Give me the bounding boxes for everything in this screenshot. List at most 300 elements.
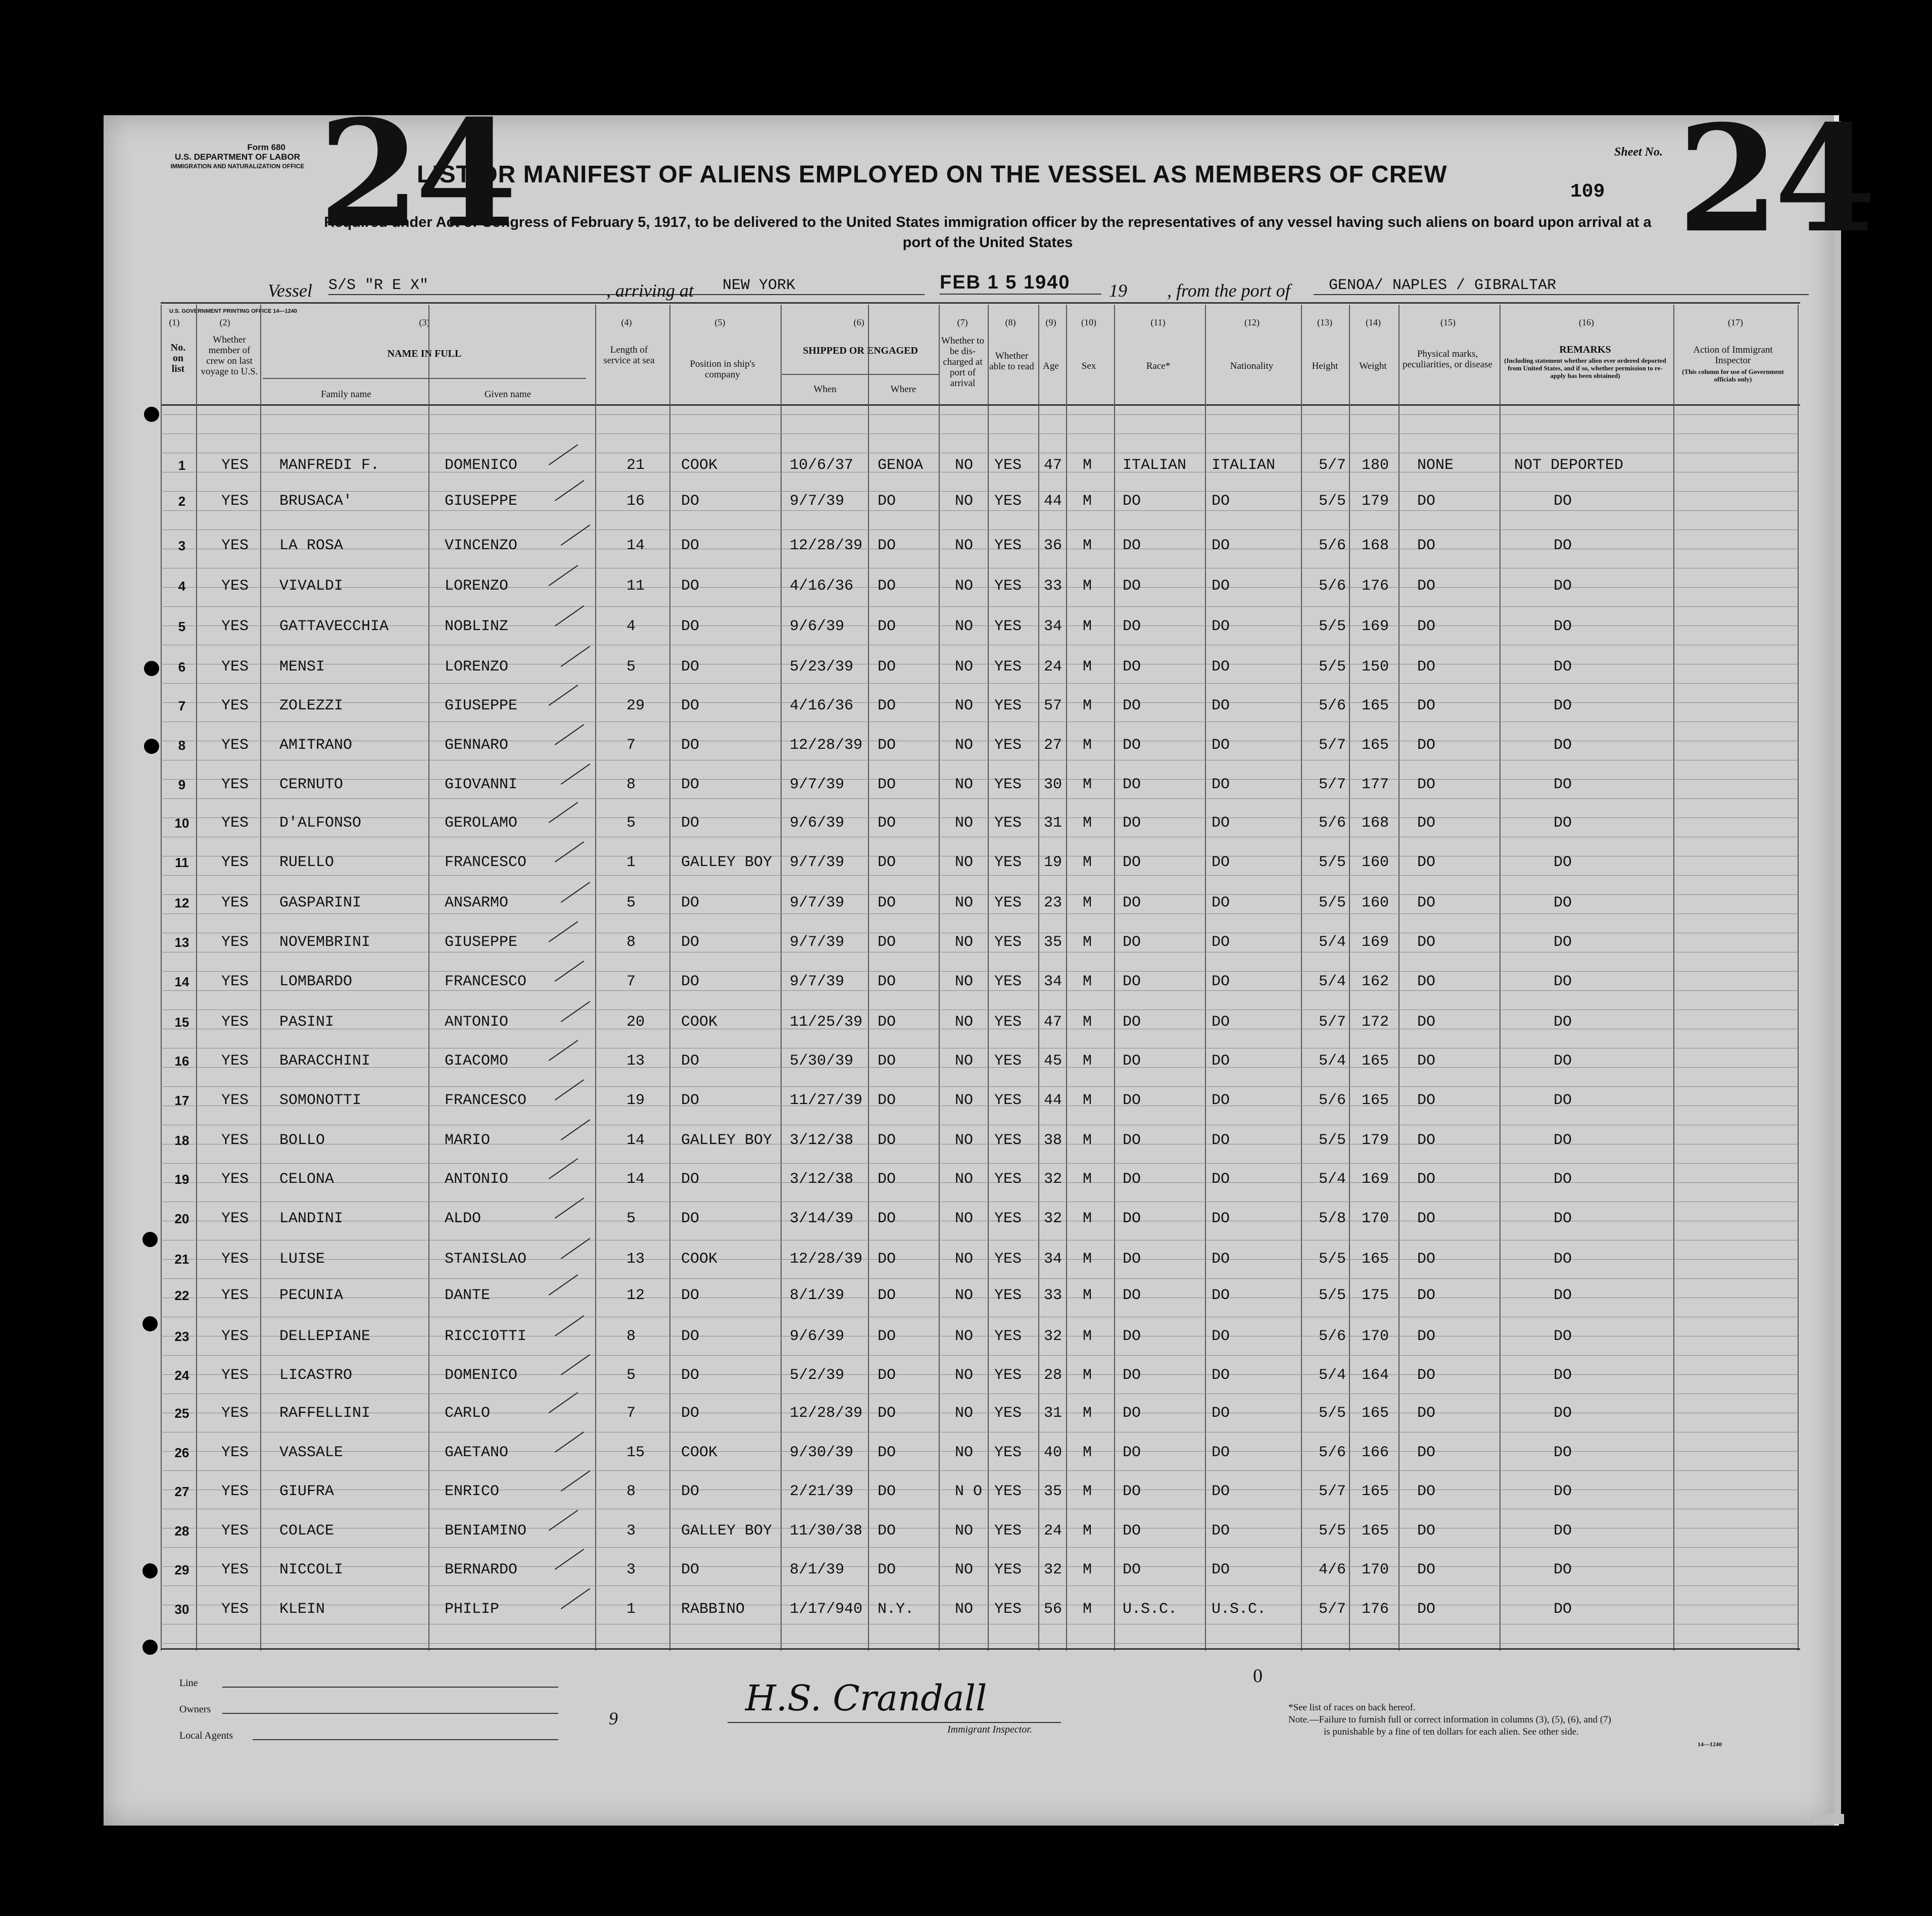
age: 35 [1044, 1483, 1062, 1500]
race: DO [1123, 578, 1141, 595]
family-name: NOVEMBRINI [279, 934, 371, 951]
from-label: , from the port of [1167, 280, 1290, 301]
sex: M [1083, 537, 1092, 554]
race: DO [1123, 815, 1141, 832]
column-number: (17) [1728, 317, 1743, 327]
length-service: 4 [626, 618, 636, 635]
physical-marks: DO [1417, 1522, 1436, 1540]
able-to-read: YES [994, 697, 1022, 714]
race: DO [1123, 1210, 1141, 1227]
discharged: NO [955, 1210, 974, 1227]
shipped-where: DO [878, 1444, 896, 1461]
given-name: DOMENICO [445, 457, 518, 474]
crew-last-voyage: YES [221, 1287, 249, 1304]
agents-label: Local Agents [179, 1730, 233, 1741]
punch-hole [142, 1232, 158, 1247]
race: DO [1123, 894, 1141, 912]
shipped-where: DO [878, 1171, 896, 1188]
nationality: DO [1212, 854, 1230, 871]
age: 47 [1044, 457, 1062, 474]
shipped-when: 11/27/39 [790, 1092, 863, 1109]
ruled-line [161, 894, 1798, 895]
shipped-when: 11/25/39 [790, 1014, 863, 1031]
remarks: DO [1554, 658, 1572, 676]
shipped-where: DO [878, 776, 896, 793]
column-number: (6) [853, 317, 864, 327]
row-number: 29 [174, 1562, 189, 1577]
crew-last-voyage: YES [221, 1444, 249, 1461]
physical-marks: NONE [1417, 457, 1454, 474]
height: 5/5 [1319, 894, 1346, 912]
count-mark: 9 [609, 1708, 618, 1729]
agents-rule [253, 1739, 558, 1740]
family-name: ZOLEZZI [279, 697, 344, 714]
length-service: 7 [626, 737, 636, 754]
race: DO [1123, 618, 1141, 635]
nationality: DO [1212, 1561, 1230, 1578]
remarks: DO [1554, 1171, 1572, 1188]
able-to-read: YES [994, 578, 1022, 595]
sex: M [1083, 854, 1092, 871]
crew-last-voyage: YES [221, 1052, 249, 1070]
given-name: LORENZO [445, 658, 509, 676]
nationality: DO [1212, 815, 1230, 832]
weight: 150 [1362, 658, 1389, 676]
line-label: Line [179, 1678, 198, 1689]
length-service: 5 [626, 1367, 636, 1384]
crew-last-voyage: YES [221, 737, 249, 754]
ruled-line [161, 990, 1798, 991]
position: DO [681, 973, 700, 990]
position: RABBINO [681, 1601, 745, 1618]
weight: 169 [1362, 1171, 1389, 1188]
shipped-when: 9/6/39 [790, 1328, 845, 1345]
row-number: 21 [174, 1252, 189, 1267]
shipped-when: 2/21/39 [790, 1483, 854, 1500]
sheet-number-right: 24 [1677, 93, 1871, 265]
shipped-where: DO [878, 815, 896, 832]
physical-marks: DO [1417, 854, 1436, 871]
position: DO [681, 618, 700, 635]
length-service: 7 [626, 1405, 636, 1422]
length-service: 3 [626, 1522, 636, 1540]
nationality: DO [1212, 493, 1230, 510]
shipped-when: 9/7/39 [790, 934, 845, 951]
position: COOK [681, 1251, 718, 1268]
column-number: (15) [1440, 317, 1456, 327]
footer-notes [1288, 1702, 1611, 1738]
column-rule [988, 305, 989, 1651]
length-service: 5 [626, 1210, 636, 1227]
position: DO [681, 1052, 700, 1070]
row-number: 14 [174, 974, 189, 989]
note-failure: Note.—Failure to furnish full or correct information in columns (3), (5), (6), and (7) [1288, 1714, 1611, 1725]
discharged: NO [955, 1052, 974, 1070]
race: DO [1123, 1014, 1141, 1031]
sex: M [1083, 1092, 1092, 1109]
physical-marks: DO [1417, 1052, 1436, 1070]
discharged: NO [955, 1522, 974, 1540]
shipped-when: 9/6/39 [790, 618, 845, 635]
position: DO [681, 1171, 700, 1188]
race: DO [1123, 854, 1141, 871]
nationality: DO [1212, 1522, 1230, 1540]
weight: 170 [1362, 1328, 1389, 1345]
position: COOK [681, 1444, 718, 1461]
race: DO [1123, 973, 1141, 990]
ruled-line [161, 414, 1798, 415]
given-name: BENIAMINO [445, 1522, 527, 1540]
discharged: NO [955, 1287, 974, 1304]
gpo-line: U.S. GOVERNMENT PRINTING OFFICE 14—1240 [169, 308, 298, 314]
sex: M [1083, 697, 1092, 714]
shipped-where: N.Y. [878, 1601, 914, 1618]
given-name: GEROLAMO [445, 815, 518, 832]
height: 5/5 [1319, 1251, 1346, 1268]
shipped-when: 12/28/39 [790, 737, 863, 754]
nationality: DO [1212, 1132, 1230, 1149]
given-name: ALDO [445, 1210, 481, 1227]
row-number: 12 [174, 895, 189, 911]
discharged: NO [955, 1561, 974, 1578]
column-number: (12) [1244, 317, 1260, 327]
family-name: LUISE [279, 1251, 325, 1268]
punch-hole [144, 661, 159, 676]
age: 47 [1044, 1014, 1062, 1031]
nationality: DO [1212, 1328, 1230, 1345]
header-position: Position in ship's company [690, 359, 755, 380]
family-name: BRUSACA' [279, 493, 353, 510]
nationality: DO [1212, 1444, 1230, 1461]
able-to-read: YES [994, 1210, 1022, 1227]
form-code: 14—1240 [1698, 1741, 1722, 1748]
position: DO [681, 1405, 700, 1422]
remarks: DO [1554, 1328, 1572, 1345]
date-stamp: FEB 1 5 1940 [940, 272, 1101, 295]
family-name: LANDINI [279, 1210, 344, 1227]
family-name: CERNUTO [279, 776, 344, 793]
discharged: NO [955, 537, 974, 554]
race: DO [1123, 1132, 1141, 1149]
given-name: DOMENICO [445, 1367, 518, 1384]
header-race: Race* [1146, 361, 1171, 371]
discharged: NO [955, 658, 974, 676]
race: DO [1123, 658, 1141, 676]
sex: M [1083, 457, 1092, 474]
position: DO [681, 697, 700, 714]
ruled-line [161, 491, 1798, 492]
position: COOK [681, 457, 718, 474]
physical-marks: DO [1417, 1287, 1436, 1304]
weight: 165 [1362, 1405, 1389, 1422]
family-name: GIUFRA [279, 1483, 334, 1500]
length-service: 14 [626, 537, 645, 554]
note-fine: is punishable by a fine of ten dollars for each alien. See other side. [1324, 1727, 1579, 1737]
length-service: 19 [626, 1092, 645, 1109]
given-name: GIOVANNI [445, 776, 518, 793]
family-name: RUELLO [279, 854, 334, 871]
position: DO [681, 537, 700, 554]
given-name: LORENZO [445, 578, 509, 595]
nationality: DO [1212, 894, 1230, 912]
sex: M [1083, 1171, 1092, 1188]
ruled-line [161, 1355, 1798, 1356]
shipped-where: DO [878, 1210, 896, 1227]
crew-last-voyage: YES [221, 537, 249, 554]
given-name: GIACOMO [445, 1052, 509, 1070]
crew-last-voyage: YES [221, 854, 249, 871]
discharged: NO [955, 618, 974, 635]
column-number: (2) [219, 317, 230, 327]
crew-last-voyage: YES [221, 894, 249, 912]
row-number: 5 [178, 619, 186, 634]
physical-marks: DO [1417, 1092, 1436, 1109]
remarks: DO [1554, 1601, 1572, 1618]
height: 5/7 [1319, 1601, 1346, 1618]
shipped-subrule [782, 374, 939, 375]
position: DO [681, 1210, 700, 1227]
shipped-when: 9/7/39 [790, 894, 845, 912]
nationality: DO [1212, 658, 1230, 676]
sex: M [1083, 1522, 1092, 1540]
circle-mark: 0 [1253, 1665, 1263, 1687]
able-to-read: YES [994, 1287, 1022, 1304]
column-number: (3) [419, 317, 430, 327]
nationality: DO [1212, 1405, 1230, 1422]
height: 5/6 [1319, 1328, 1346, 1345]
height: 5/5 [1319, 493, 1346, 510]
subtitle [187, 212, 1789, 253]
weight: 165 [1362, 1092, 1389, 1109]
column-rule [428, 305, 429, 1651]
discharged: NO [955, 934, 974, 951]
height: 5/5 [1319, 658, 1346, 676]
given-name: VINCENZO [445, 537, 518, 554]
shipped-where: GENOA [878, 457, 924, 474]
position: DO [681, 1367, 700, 1384]
remarks: DO [1554, 934, 1572, 951]
ruled-line [161, 683, 1798, 684]
remarks: DO [1554, 1132, 1572, 1149]
discharged: NO [955, 1171, 974, 1188]
weight: 170 [1362, 1561, 1389, 1578]
given-name: DANTE [445, 1287, 491, 1304]
nationality: DO [1212, 1171, 1230, 1188]
header-able-read: Whether able to read [989, 351, 1034, 372]
weight: 170 [1362, 1210, 1389, 1227]
crew-last-voyage: YES [221, 658, 249, 676]
length-service: 5 [626, 894, 636, 912]
sex: M [1083, 815, 1092, 832]
family-name: BOLLO [279, 1132, 325, 1149]
shipped-when: 8/1/39 [790, 1287, 845, 1304]
physical-marks: DO [1417, 737, 1436, 754]
age: 33 [1044, 1287, 1062, 1304]
age: 32 [1044, 1328, 1062, 1345]
able-to-read: YES [994, 854, 1022, 871]
able-to-read: YES [994, 1522, 1022, 1540]
row-number: 1 [178, 458, 186, 473]
physical-marks: DO [1417, 697, 1436, 714]
age: 56 [1044, 1601, 1062, 1618]
shipped-when: 9/7/39 [790, 493, 845, 510]
from-value: GENOA/ NAPLES / GIBRALTAR [1314, 277, 1809, 295]
shipped-when: 12/28/39 [790, 1251, 863, 1268]
discharged: NO [955, 973, 974, 990]
height: 5/5 [1319, 1287, 1346, 1304]
weight: 165 [1362, 1052, 1389, 1070]
shipped-where: DO [878, 934, 896, 951]
header-nationality: Nationality [1230, 361, 1274, 371]
race: DO [1123, 493, 1141, 510]
height: 5/7 [1319, 1014, 1346, 1031]
remarks: DO [1554, 894, 1572, 912]
header-length-service: Length of service at sea [603, 345, 655, 366]
position: DO [681, 493, 700, 510]
crew-last-voyage: YES [221, 1483, 249, 1500]
physical-marks: DO [1417, 493, 1436, 510]
column-number: (16) [1579, 317, 1594, 327]
row-number: 18 [174, 1133, 189, 1148]
discharged: NO [955, 578, 974, 595]
row-number: 22 [174, 1288, 189, 1303]
column-rule [669, 305, 670, 1651]
shipped-when: 3/14/39 [790, 1210, 854, 1227]
age: 38 [1044, 1132, 1062, 1149]
vessel-line [268, 272, 1809, 302]
physical-marks: DO [1417, 1483, 1436, 1500]
age: 32 [1044, 1210, 1062, 1227]
row-number: 17 [174, 1093, 189, 1108]
crew-last-voyage: YES [221, 618, 249, 635]
discharged: NO [955, 815, 974, 832]
physical-marks: DO [1417, 537, 1436, 554]
sex: M [1083, 1405, 1092, 1422]
ruled-line [161, 1182, 1798, 1183]
column-rule [1398, 305, 1399, 1651]
shipped-when: 10/6/37 [790, 457, 854, 474]
weight: 177 [1362, 776, 1389, 793]
shipped-when: 5/23/39 [790, 658, 854, 676]
form-number: Form 680 [247, 142, 285, 152]
race: DO [1123, 934, 1141, 951]
crew-last-voyage: YES [221, 1092, 249, 1109]
crew-last-voyage: YES [221, 973, 249, 990]
physical-marks: DO [1417, 1561, 1436, 1578]
shipped-where: DO [878, 1405, 896, 1422]
remarks: DO [1554, 493, 1572, 510]
height: 5/4 [1319, 1367, 1346, 1384]
race: DO [1123, 1522, 1141, 1540]
height: 5/6 [1319, 1092, 1346, 1109]
shipped-where: DO [878, 697, 896, 714]
family-name: BARACCHINI [279, 1052, 371, 1070]
family-name: AMITRANO [279, 737, 353, 754]
header-sex: Sex [1081, 361, 1096, 371]
able-to-read: YES [994, 658, 1022, 676]
remarks: DO [1554, 776, 1572, 793]
remarks: DO [1554, 537, 1572, 554]
race: DO [1123, 1328, 1141, 1345]
header-top-rule [161, 302, 1800, 304]
able-to-read: YES [994, 1444, 1022, 1461]
weight: 160 [1362, 854, 1389, 871]
length-service: 1 [626, 854, 636, 871]
sex: M [1083, 776, 1092, 793]
race: DO [1123, 737, 1141, 754]
column-rule [595, 305, 596, 1651]
discharged: NO [955, 1251, 974, 1268]
header-where: Where [890, 384, 916, 395]
column-number: (14) [1366, 317, 1381, 327]
family-name: LOMBARDO [279, 973, 353, 990]
shipped-where: DO [878, 1367, 896, 1384]
weight: 180 [1362, 457, 1389, 474]
arriving-value: NEW YORK [702, 277, 925, 295]
position: DO [681, 737, 700, 754]
column-rule [1301, 305, 1302, 1651]
physical-marks: DO [1417, 1444, 1436, 1461]
form-info [162, 142, 313, 171]
discharged: NO [955, 1132, 974, 1149]
physical-marks: DO [1417, 1328, 1436, 1345]
length-service: 7 [626, 973, 636, 990]
column-number: (9) [1045, 317, 1056, 327]
shipped-where: DO [878, 854, 896, 871]
able-to-read: YES [994, 1561, 1022, 1578]
physical-marks: DO [1417, 1367, 1436, 1384]
position: DO [681, 1328, 700, 1345]
nationality: DO [1212, 737, 1230, 754]
row-number: 2 [178, 494, 186, 509]
nationality: DO [1212, 1210, 1230, 1227]
weight: 176 [1362, 578, 1389, 595]
remarks: DO [1554, 1287, 1572, 1304]
sex: M [1083, 578, 1092, 595]
height: 5/5 [1319, 1522, 1346, 1540]
given-name: MARIO [445, 1132, 491, 1149]
height: 5/6 [1319, 815, 1346, 832]
able-to-read: YES [994, 457, 1022, 474]
sex: M [1083, 1328, 1092, 1345]
row-number: 20 [174, 1211, 189, 1226]
punch-hole [142, 1316, 158, 1331]
row-number: 6 [178, 659, 186, 675]
shipped-where: DO [878, 578, 896, 595]
header-remarks-note: (Including statement whether alien ever ordered deported from United States, and if so, whether permission to re-apply has been obtained) [1504, 357, 1666, 379]
remarks: DO [1554, 1210, 1572, 1227]
header-action: Action of Immigrant Inspector [1693, 345, 1773, 366]
race: DO [1123, 776, 1141, 793]
height: 5/7 [1319, 737, 1346, 754]
age: 28 [1044, 1367, 1062, 1384]
remarks: DO [1554, 1444, 1572, 1461]
shipped-when: 11/30/38 [790, 1522, 863, 1540]
position: DO [681, 894, 700, 912]
race: DO [1123, 1052, 1141, 1070]
nationality: DO [1212, 1483, 1230, 1500]
family-name: LICASTRO [279, 1367, 353, 1384]
discharged: NO [955, 1092, 974, 1109]
length-service: 21 [626, 457, 645, 474]
crew-last-voyage: YES [221, 1405, 249, 1422]
able-to-read: YES [994, 1171, 1022, 1188]
physical-marks: DO [1417, 815, 1436, 832]
given-name: NOBLINZ [445, 618, 509, 635]
weight: 160 [1362, 894, 1389, 912]
able-to-read: YES [994, 1052, 1022, 1070]
sex: M [1083, 1014, 1092, 1031]
